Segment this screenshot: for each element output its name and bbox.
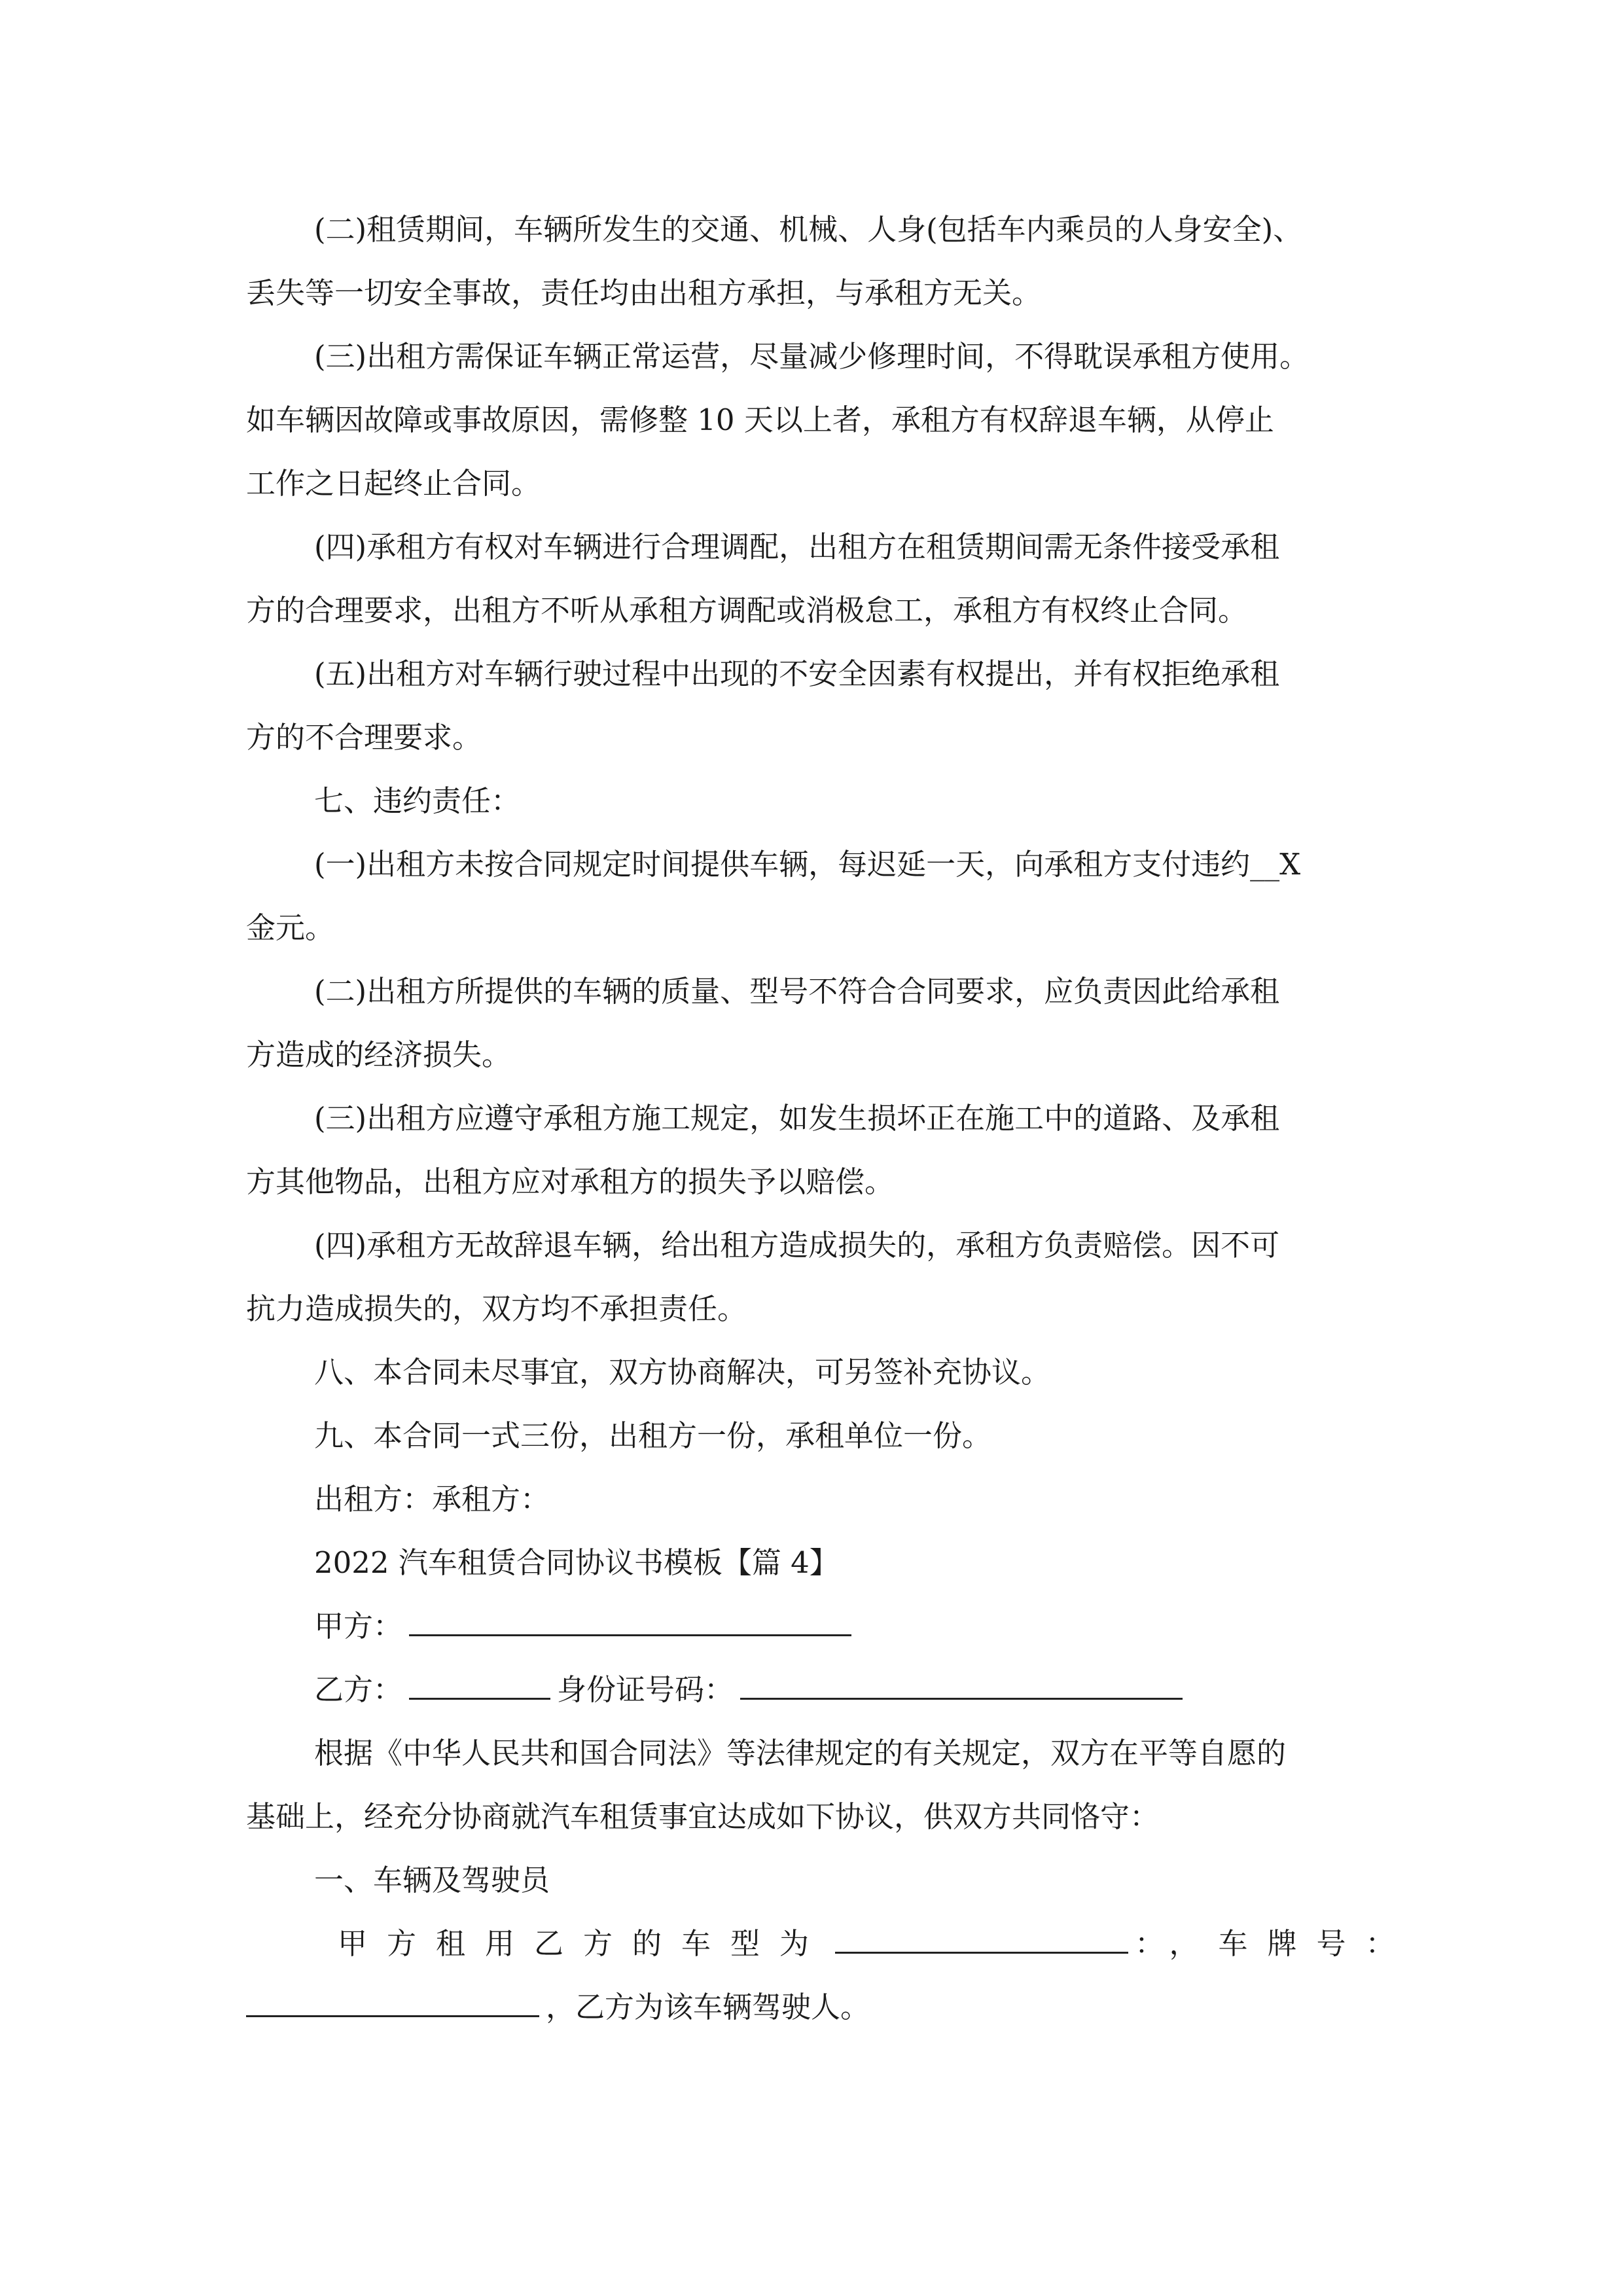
paragraph-line: 九、本合同一式三份，出租方一份，承租单位一份。 bbox=[314, 1418, 992, 1453]
paragraph-line: 方的不合理要求。 bbox=[246, 720, 482, 755]
party-b-line bbox=[246, 1658, 1377, 1721]
paragraph-line: 金元。 bbox=[246, 910, 335, 945]
paragraph-line: (三)出租方应遵守承租方施工规定，如发生损坏正在施工中的道路、及承租 bbox=[314, 1101, 1280, 1136]
paragraph-line: (四)承租方有权对车辆进行合理调配，出租方在租赁期间需无条件接受承租 bbox=[314, 529, 1280, 564]
car-model-line bbox=[246, 1912, 1415, 1975]
paragraph-line: 方的合理要求，出租方不听从承租方调配或消极怠工，承租方有权终止合同。 bbox=[246, 593, 1248, 628]
paragraph-line: 方造成的经济损失。 bbox=[246, 1037, 512, 1072]
paragraph-line: (四)承租方无故辞退车辆，给出租方造成损失的，承租方负责赔偿。因不可 bbox=[314, 1228, 1280, 1263]
party-b-blank[interactable] bbox=[409, 1664, 550, 1700]
party-b-label: 乙方： bbox=[314, 1672, 403, 1707]
paragraph-line: (二)出租方所提供的车辆的质量、型号不符合合同要求，应负责因此给承租 bbox=[314, 974, 1280, 1009]
plate-number-blank[interactable] bbox=[246, 1981, 539, 2017]
paragraph-line: (一)出租方未按合同规定时间提供车辆，每迟延一天，向承租方支付违约__X bbox=[314, 847, 1301, 882]
driver-line bbox=[246, 1975, 1377, 2039]
paragraph-line: 方其他物品，出租方应对承租方的损失予以赔偿。 bbox=[246, 1164, 895, 1199]
paragraph-line: 根据《中华人民共和国合同法》等法律规定的有关规定，双方在平等自愿的 bbox=[314, 1736, 1287, 1770]
id-number-label: 身份证号码： bbox=[557, 1672, 734, 1707]
paragraph-line: (三)出租方需保证车辆正常运营，尽量减少修理时间，不得耽误承租方使用。 bbox=[314, 339, 1310, 374]
section-title: 2022 汽车租赁合同协议书模板【篇 4】 bbox=[314, 1545, 839, 1580]
section-heading: 七、违约责任： bbox=[314, 783, 521, 818]
party-a-line bbox=[246, 1594, 1377, 1658]
plate-label: ：，车牌号： bbox=[1135, 1926, 1415, 1961]
car-model-prefix: 甲方租用乙方的车型为 bbox=[338, 1926, 829, 1961]
paragraph-line: 丢失等一切安全事故，责任均由出租方承担，与承租方无关。 bbox=[246, 276, 1042, 310]
paragraph-line: (五)出租方对车辆行驶过程中出现的不安全因素有权提出，并有权拒绝承租 bbox=[314, 656, 1280, 691]
signature-line: 出租方：承租方： bbox=[314, 1482, 550, 1516]
paragraph-line: 八、本合同未尽事宜，双方协商解决，可另签补充协议。 bbox=[314, 1355, 1051, 1390]
paragraph-line: 如车辆因故障或事故原因，需修整 10 天以上者，承租方有权辞退车辆，从停止 bbox=[246, 403, 1274, 437]
party-a-label: 甲方： bbox=[314, 1609, 403, 1643]
car-model-blank[interactable] bbox=[835, 1918, 1128, 1954]
paragraph-line: 抗力造成损失的，双方均不承担责任。 bbox=[246, 1291, 747, 1326]
driver-suffix: ，乙方为该车辆驾驶人。 bbox=[546, 1990, 870, 2024]
paragraph-line: 工作之日起终止合同。 bbox=[246, 466, 541, 501]
paragraph-line: 基础上，经充分协商就汽车租赁事宜达成如下协议，供双方共同恪守： bbox=[246, 1799, 1160, 1834]
section-heading: 一、车辆及驾驶员 bbox=[314, 1863, 550, 1897]
party-a-blank[interactable] bbox=[409, 1600, 851, 1636]
id-number-blank[interactable] bbox=[740, 1664, 1183, 1700]
paragraph-line: (二)租赁期间，车辆所发生的交通、机械、人身(包括车内乘员的人身安全)、 bbox=[314, 212, 1303, 247]
